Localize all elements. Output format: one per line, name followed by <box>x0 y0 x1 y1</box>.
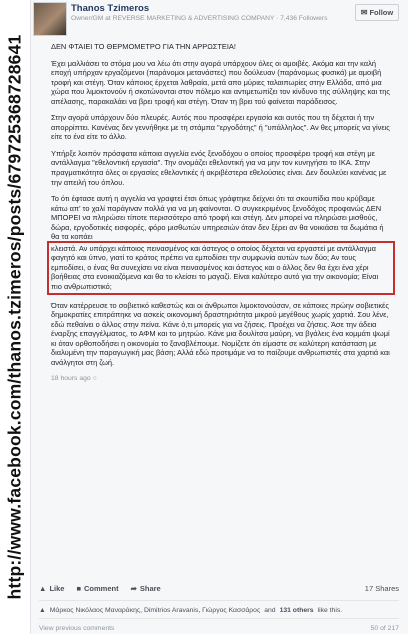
highlighted-passage <box>47 241 395 295</box>
view-previous-comments-link[interactable]: View previous comments <box>39 624 115 632</box>
post-timestamp[interactable] <box>51 374 391 384</box>
share-icon: ➦ <box>130 583 137 593</box>
likers-others[interactable]: 131 others <box>279 606 314 614</box>
follow-label: Follow <box>369 8 394 17</box>
like-button[interactable] <box>39 584 64 593</box>
like-label: Like <box>49 583 65 593</box>
author-subtitle: Owner/GM at REVERSE MARKETING & ADVERTISING COMPANY · 7,436 Followers <box>71 15 328 22</box>
post-paragraph-2: Στην αγορά υπάρχουν δύο πλευρές. Αυτός που προσφέρει εργασία και αυτός που τη δέχεται ή την απορρίπτει. Κανένας δεν γεννήθηκε με τη στάμπα "εργοδότης" ή "υπάλληλος". Αν θες μπορείς να γίνεις είτε το ένα είτε το άλλο. <box>51 113 390 142</box>
action-bar <box>39 581 399 595</box>
comment-icon: ■ <box>76 583 81 593</box>
post-body <box>51 42 391 384</box>
rss-icon: ✉ <box>360 8 368 17</box>
comment-count: 50 of 217 <box>370 624 399 632</box>
post-paragraph-3: Υπήρξε λοιπόν πρόσφατα κάποια αγγελία ενός ξενοδόχου ο οποίος προσφέρει τροφή και στέγη με αντάλλαγμα "εθελοντική εργασία". Την ονομάζει εθελοντική για να μην τον κυνηγήσει το ΙΚΑ. Στην πραγματικότητα όλες οι εργασίες εθελοντικές ή ακριβέστερα εθελούσιες είναι. Δεν δουλεύει κανένας με την απειλή του όπλου. <box>51 148 387 187</box>
globe-icon: ○ <box>92 375 97 383</box>
watermark-strip <box>0 0 30 634</box>
comment-button[interactable] <box>76 584 118 593</box>
share-count[interactable]: 17 Shares <box>364 583 399 593</box>
post-title: ΔΕΝ ΦΤΑΙΕΙ ΤΟ ΘΕΡΜΟΜΕΤΡΟ ΓΙΑ ΤΗΝ ΑΡΡΩΣΤΕΙΑ! <box>51 42 236 51</box>
follow-button[interactable] <box>355 4 399 21</box>
share-button[interactable] <box>131 584 161 593</box>
author-name[interactable]: Thanos Tzimeros <box>71 3 150 14</box>
post-paragraph-5: Όταν κατέρρευσε το σοβιετικό καθεστώς και οι άνθρωποι λιμοκτονούσαν, σε κάποιες πρώην σοβιετικές δημοκρατίες επιτράπηκε να ασκείς οικονομική δραστηριότητα μικρού μεγέθους χωρίς χαρτιά. Σου λένε, εδώ πεθαίνει ο άλλος στην πείνα. Κάνε ό,τι μπορείς για να ζήσεις. Προέχει να ζήσεις. Άσε την άδεια έναρξης επαγγέλματος, το ΑΦΜ και το μητρώο. Κάνε μια δουλίτσα μαύρη, να βγάλεις ένα κομμάτι ψωμί κι όταν ορθοποδήσει η οικονομία το ξαναβλέπουμε. Νομίζετε ότι είμαστε σε καλύτερη κατάσταση με διαλυμένη την παραγωγική μας βάση; Αλλά εδώ προτιμάμε να το παίζουμε ανθρωπιστές στα χαρτιά και ανάλγητοι στη ζωή. <box>51 300 390 367</box>
avatar[interactable] <box>33 2 67 36</box>
post-paragraph-1: Έχει μαλλιάσει το στόμα μου να λέω ότι στην αγορά υπάρχουν όλες οι αμοιβές. Ακόμα και την καλή εποχή υπήρχαν εργαζόμενοι (παράνομοι μετανάστες) που δούλευαν (παράνομως φυσικά) με αμοιβή τροφή και στέγη. Όταν κάποιος έρχεται λαθραία, μετά απο μύριες ταλαιπωρίες στην Ελλάδα, από μια χώρα που λιμοκτονούν ή σκοτώνονται στον πόλεμο και αντιμετωπίζει τον κίνδυνο της σύλληψης και της απέλασης, παρακαλάει να βρει τροφή και στέγη. Όταν τη βρει τού φαίνεται παράδεισος. <box>51 58 390 106</box>
comments-row <box>39 618 399 634</box>
facebook-post-card <box>30 0 408 634</box>
highlighted-text: κλειστά. Αν υπάρχει κάποιος πεινασμένος και άστεγος ο οποίος δέχεται να εργαστεί με αντάλλαγμα φαγητό και ύπνο, γιατί το κράτος πρέπει να εμποδίσει την συμφωνία αυτών των δύο; Αν τους εμποδίσει, ο ένας θα συνεχίσει να είναι πεινασμένος και άστεγος και ο άλλος δεν θα έχει ένα χέρι βοήθειας στα ενοικιαζόμενα και θα το κλείσει το μαγαζί. Είναι καλύτερο αυτό για την οικονομία; Είναι πιο ανθρωπιστικό; <box>51 243 379 292</box>
likers-suffix: like this. <box>317 606 343 614</box>
likers-names[interactable]: Μάρκος Νικόλαος Μαναράκης, Dimitrios Aravanis, Γιώργος Κασσάρος <box>49 606 261 614</box>
like-thumb-icon: ▲ <box>39 606 46 614</box>
likers-and: and <box>264 606 276 614</box>
post-paragraph-4: Το ότι έφτασε αυτή η αγγελία να γραφτεί έτσι όπως γράφτηκε δείχνει ότι τα σκουπίδια που κρύβαμε κάτω απ' το χαλί παράγιναν πολλά για να μη φαίνονται. Ο συγκεκριμένος ξενοδόχος προφανώς ΔΕΝ ΜΠΟΡΕΙ να πληρώσει τίποτε περισσότερο από τροφή και στέγη. Δεν μπορεί να πληρώσει μισθούς, δώρα, εργοδοτικές εισφορές, φόρο μισθωτών υπηρεσιών όταν δεν ξέρει αν θα νοικιάσει τα δωμάτια ή θα τα κοπάει <box>51 194 384 242</box>
share-label: Share <box>139 583 161 593</box>
thumbs-up-icon: ▲ <box>39 583 47 593</box>
comment-label: Comment <box>83 583 119 593</box>
post-time: 18 hours ago <box>51 375 91 383</box>
watermark-url: http://www.facebook.com/thanos.tzimeros/posts/679725368728641 <box>4 34 25 600</box>
likes-line <box>39 600 399 616</box>
